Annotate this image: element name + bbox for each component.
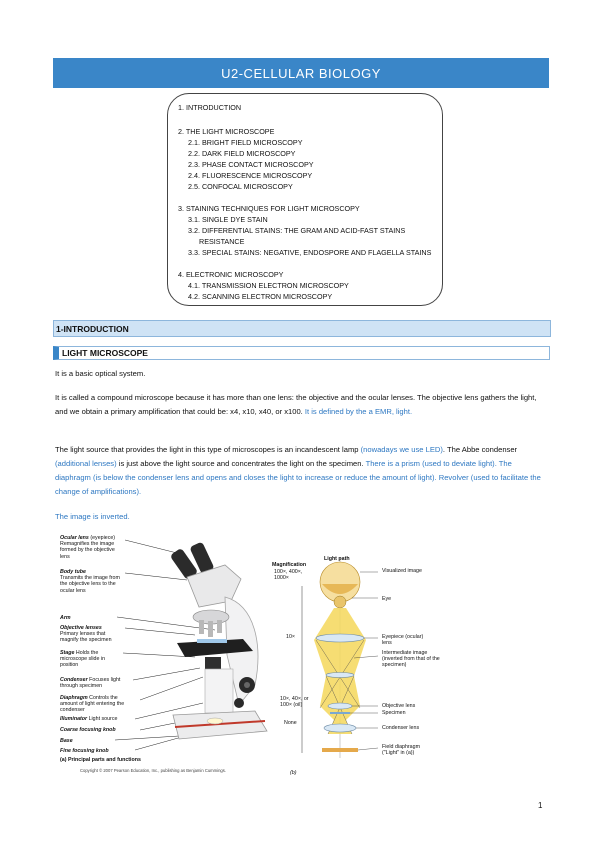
figure-label-fine-knob: Fine focusing knob [60, 748, 109, 754]
microscope-illustration [115, 535, 275, 765]
label-intermediate-image: Intermediate image (inverted from that of the specimen) [382, 650, 440, 669]
label-objective-lens: Objective lens [382, 703, 416, 709]
microscope-figure [60, 535, 270, 785]
figure-label-illuminator: Illuminator Light source [60, 716, 118, 722]
highlight-text: (additional lenses) [55, 459, 117, 468]
section-title: 1-INTRODUCTION [56, 323, 129, 334]
toc-item: 3. STAINING TECHNIQUES FOR LIGHT MICROSCOPY [178, 204, 360, 213]
toc-item: 4.2. SCANNING ELECTRON MICROSCOPY [188, 292, 333, 301]
toc-item: 4.1. TRANSMISSION ELECTRON MICROSCOPY [188, 281, 349, 290]
document-title-bar [53, 58, 549, 88]
magnification-top: 100×, 400×, 1000× [274, 569, 303, 582]
toc-item: 3.3. SPECIAL STAINS: NEGATIVE, ENDOSPORE AND FLAGELLA STAINS [188, 248, 432, 257]
label-eye: Eye [382, 596, 392, 602]
section-heading [53, 320, 551, 337]
highlight-text: The image is inverted. [55, 512, 130, 521]
toc-item: 2.2. DARK FIELD MICROSCOPY [188, 149, 296, 158]
figure-label-diaphragm: Diaphragm Controls the amount of light entering the condenser [60, 695, 125, 714]
document-title: U2-CELLULAR BIOLOGY [221, 65, 381, 81]
figure-label-objective: Objective lenses Primary lenses that magnify the specimen [60, 625, 112, 644]
subsection-heading [53, 346, 550, 360]
figure-label-arm: Arm [60, 615, 71, 621]
figure-a-caption: (a) Principal parts and functions [60, 757, 141, 763]
highlight-text: (nowadays we use LED) [360, 445, 443, 454]
toc-item: 2.3. PHASE CONTACT MICROSCOPY [188, 160, 314, 169]
toc-item: 2. THE LIGHT MICROSCOPE [178, 127, 275, 136]
magnification-title: Magnification [272, 562, 307, 568]
highlight-text: It is defined by the a EMR, light. [304, 407, 413, 416]
page-number: 1 [538, 801, 543, 810]
table-of-contents [167, 93, 443, 306]
magnification-objective: 10×, 40×, or 100× (oil) [280, 696, 309, 709]
light-path-diagram [300, 558, 380, 768]
paragraph [55, 510, 547, 524]
paragraph [55, 391, 547, 419]
light-path-title: Light path [324, 556, 350, 562]
paragraph-text: It is a basic optical system. [55, 369, 146, 378]
figure-b-caption: (b) [290, 770, 297, 776]
figure-label-base: Base [60, 738, 73, 744]
figure-copyright: Copyright © 2007 Pearson Education, Inc., publishing as Benjamin Cummings. [80, 768, 227, 773]
figure-label-stage: Stage Holds the microscope slide in position [60, 650, 106, 669]
label-field-diaphragm: Field diaphragm ("Light" in (a)) [382, 744, 420, 757]
magnification-10x: 10× [286, 634, 295, 640]
highlight-text: There is a prism (used to deviate light). The diaphragm (is below the condenser lens and opens and closes the light to increase or reduce the amount of light). Revolver (used to facilitate the change of amplifications). [55, 459, 541, 496]
subsection-title: LIGHT MICROSCOPE [62, 348, 148, 358]
figure-label-ocular: Ocular lens (eyepiece) Remagnifies the image formed by the objective lens [60, 535, 116, 560]
figure-label-body-tube: Body tube Transmits the image from the objective lens to the ocular lens [60, 569, 120, 594]
paragraph-text: The light source that provides the light in this type of microscopes is an incandescent lamp [55, 445, 361, 454]
toc-item: 3.1. SINGLE DYE STAIN [188, 215, 268, 224]
label-specimen: Specimen [382, 710, 406, 716]
paragraph-text: . The Abbe condenser [442, 445, 518, 454]
paragraph [55, 367, 547, 381]
toc-item: 2.5. CONFOCAL MICROSCOPY [188, 182, 293, 191]
label-visualized-image: Visualized image [382, 568, 422, 574]
figure-label-coarse-knob: Coarse focusing knob [60, 727, 116, 733]
toc-item: 4. ELECTRONIC MICROSCOPY [178, 270, 284, 279]
toc-item: 3.2. DIFFERENTIAL STAINS: THE GRAM AND ACID-FAST STAINS [188, 226, 406, 235]
light-path-figure [270, 548, 450, 778]
magnification-none: None [284, 720, 297, 726]
figure-label-condenser: Condenser Focuses light through specimen [60, 677, 121, 690]
paragraph-text: is just above the light source and concentrates the light on the specimen. [116, 459, 366, 468]
paragraph [55, 443, 547, 499]
paragraph-text: It is called a compound microscope because it has more than one lens: the objective and the ocular lenses. The objective lens gathers the light, and we obtain a primary amplification that could be: x4, x10, x40, or x100. [55, 393, 537, 416]
toc-item: 2.4. FLUORESCENCE MICROSCOPY [188, 171, 313, 180]
label-condenser-lens: Condenser lens [382, 725, 420, 731]
toc-item: 2.1. BRIGHT FIELD MICROSCOPY [188, 138, 303, 147]
label-eyepiece: Eyepiece (ocular) lens [382, 634, 424, 647]
toc-item: 1. INTRODUCTION [178, 103, 242, 112]
toc-item: RESISTANCE [199, 237, 245, 246]
